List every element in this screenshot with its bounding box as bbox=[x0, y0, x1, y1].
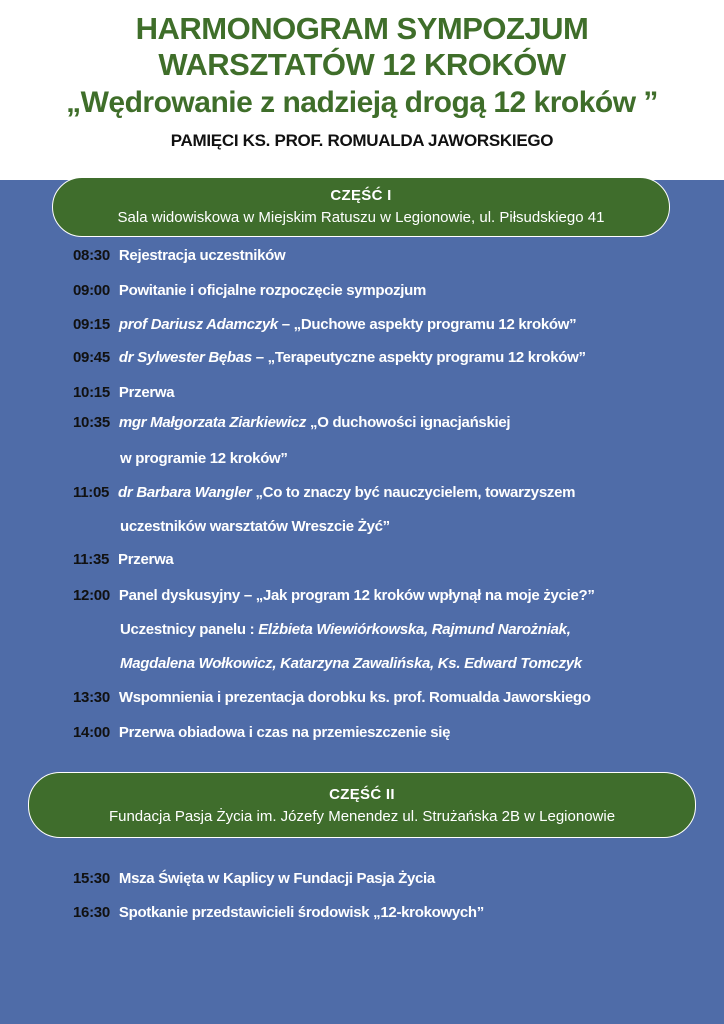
part2-banner bbox=[28, 772, 696, 838]
schedule-row-continuation: uczestników warsztatów Wreszcie Żyć” bbox=[120, 518, 390, 535]
part2-title: CZĘŚĆ II bbox=[329, 786, 395, 803]
time: 12:00 bbox=[73, 587, 110, 604]
schedule-row bbox=[73, 724, 450, 741]
panel-participants bbox=[120, 621, 571, 638]
event: „Co to znaczy być nauczycielem, towarzyszem bbox=[251, 484, 576, 501]
part2-location: Fundacja Pasja Życia im. Józefy Menendez ul. Strużańska 2B w Legionowie bbox=[108, 808, 616, 825]
header bbox=[0, 0, 724, 180]
schedule-row bbox=[73, 384, 174, 401]
speaker: prof Dariusz Adamczyk bbox=[118, 316, 278, 333]
panel-names-continuation: Magdalena Wołkowicz, Katarzyna Zawalińska, Ks. Edward Tomczyk bbox=[120, 655, 582, 672]
schedule-row bbox=[73, 689, 591, 706]
time: 11:35 bbox=[73, 551, 110, 568]
event: Spotkanie przedstawicieli środowisk „12-krokowych” bbox=[118, 904, 484, 921]
part1-title: CZĘŚĆ I bbox=[330, 187, 392, 204]
event: Przerwa obiadowa i czas na przemieszczenie się bbox=[118, 724, 451, 741]
time: 13:30 bbox=[73, 689, 110, 706]
schedule-row-continuation: w programie 12 kroków” bbox=[120, 450, 288, 467]
schedule-row bbox=[73, 247, 285, 264]
part1-banner bbox=[52, 177, 670, 237]
time: 15:30 bbox=[73, 870, 110, 887]
title-line-2: WARSZTATÓW 12 KROKÓW bbox=[158, 47, 566, 82]
title-line-1: HARMONOGRAM SYMPOZJUM bbox=[135, 11, 589, 46]
time: 09:00 bbox=[73, 282, 110, 299]
time: 10:35 bbox=[73, 414, 110, 431]
schedule-row bbox=[73, 414, 510, 431]
event: Wspomnienia i prezentacja dorobku ks. prof. Romualda Jaworskiego bbox=[118, 689, 591, 706]
time: 09:45 bbox=[73, 349, 110, 366]
schedule-row bbox=[73, 282, 426, 299]
time: 11:05 bbox=[73, 484, 110, 501]
event: Przerwa bbox=[118, 384, 175, 401]
schedule-row bbox=[73, 484, 575, 501]
event: Powitanie i oficjalne rozpoczęcie sympozjum bbox=[118, 282, 427, 299]
memorial-subtitle: PAMIĘCI KS. PROF. ROMUALDA JAWORSKIEGO bbox=[170, 131, 554, 150]
title-line-3: „Wędrowanie z nadzieją drogą 12 kroków ” bbox=[66, 86, 658, 119]
part1-location: Sala widowiskowa w Miejskim Ratuszu w Legionowie, ul. Piłsudskiego 41 bbox=[117, 209, 605, 226]
schedule-row bbox=[73, 587, 595, 604]
speaker: dr Barbara Wangler bbox=[118, 484, 252, 501]
event: – „Terapeutyczne aspekty programu 12 kroków” bbox=[251, 349, 586, 366]
schedule-row bbox=[73, 904, 484, 921]
event: Przerwa bbox=[118, 551, 174, 568]
event: Rejestracja uczestników bbox=[118, 247, 286, 264]
panel-names: Elżbieta Wiewiórkowska, Rajmund Narożniak, bbox=[258, 621, 571, 638]
event: Panel dyskusyjny – „Jak program 12 kroków wpłynął na moje życie?” bbox=[118, 587, 595, 604]
event: – „Duchowe aspekty programu 12 kroków” bbox=[277, 316, 577, 333]
time: 09:15 bbox=[73, 316, 110, 333]
time: 08:30 bbox=[73, 247, 110, 264]
time: 16:30 bbox=[73, 904, 110, 921]
time: 14:00 bbox=[73, 724, 110, 741]
event: „O duchowości ignacjańskiej bbox=[306, 414, 511, 431]
time: 10:15 bbox=[73, 384, 110, 401]
panel-label: Uczestnicy panelu : bbox=[120, 621, 259, 638]
schedule-row bbox=[73, 551, 173, 568]
event: Msza Święta w Kaplicy w Fundacji Pasja Życia bbox=[118, 870, 435, 887]
schedule-row bbox=[73, 316, 576, 333]
schedule-row bbox=[73, 349, 586, 366]
speaker: dr Sylwester Bębas bbox=[118, 349, 252, 366]
schedule-row bbox=[73, 870, 435, 887]
speaker: mgr Małgorzata Ziarkiewicz bbox=[118, 414, 307, 431]
